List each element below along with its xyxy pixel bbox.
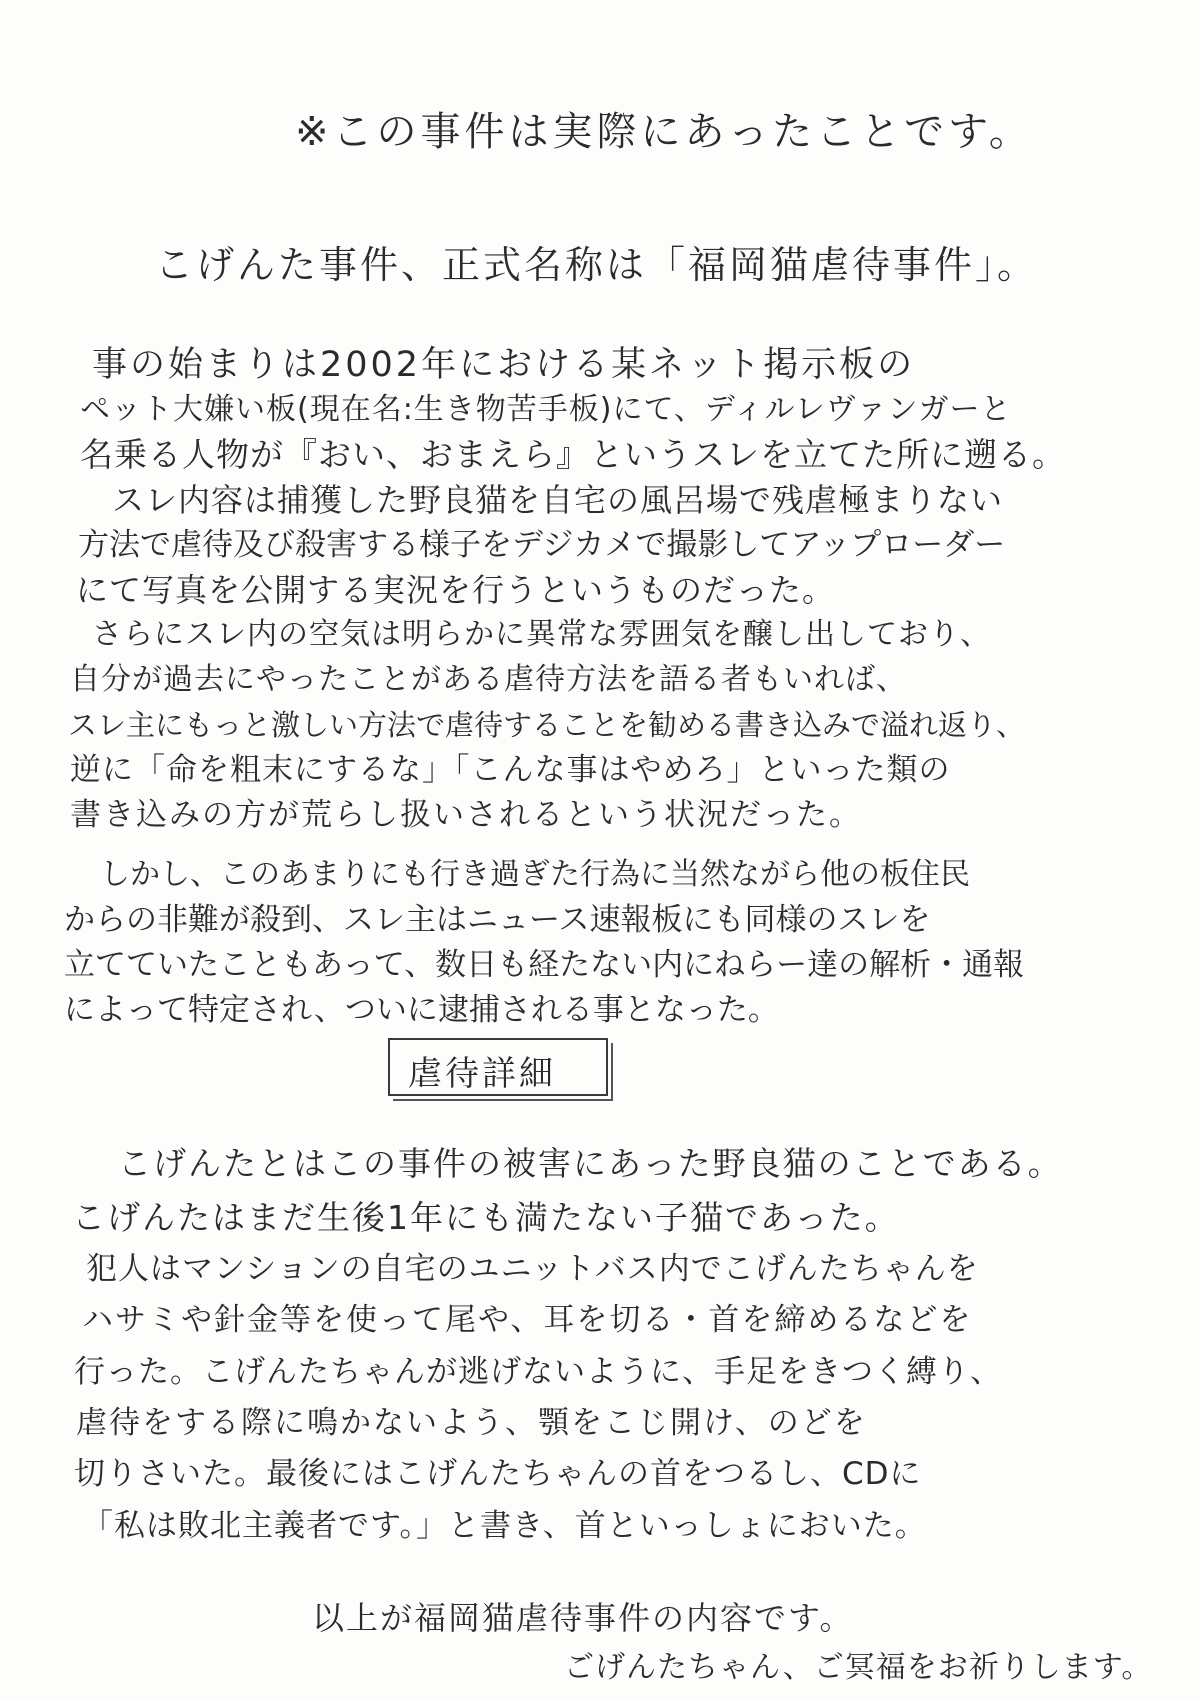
paragraph3-line-8: 「私は敗北主義者です。」と書き、首といっしょにおいた。 (82, 1508, 927, 1544)
paragraph3-line-3: 犯人はマンションの自宅のユニットバス内でこげんたちゃんを (86, 1251, 979, 1287)
closing-line-1: 以上が福岡猫虐待事件の内容です。 (312, 1599, 854, 1637)
section-title: 虐待詳細 (408, 1054, 556, 1094)
paragraph3-line-7: 切りさいた。最後にはこげんたちゃんの首をつるし、CDに (74, 1456, 922, 1492)
paragraph3-line-1: こげんたとはこの事件の被害にあった野良猫のことである。 (118, 1144, 1063, 1183)
paragraph3-line-4: ハサミや針金等を使って尾や、耳を切る・首を締めるなどを (82, 1302, 973, 1338)
paragraph1-line-8: 自分が過去にやったことがある虐待方法を語る者もいれば、 (70, 662, 907, 697)
paragraph2-line-2: からの非難が殺到、スレ主はニュース速報板にも同様のスレを (64, 902, 931, 938)
paragraph2-line-4: によって特定され、ついに逮捕される事となった。 (64, 992, 779, 1028)
paragraph3-line-6: 虐待をする際に鳴かないよう、顎をこじ開け、のどを (76, 1405, 867, 1441)
paragraph1-line-9: スレ主にもっと激しい方法で虐待することを勧める書き込みで溢れ返り、 (68, 708, 1026, 742)
paragraph3-line-5: 行った。こげんたちゃんが逃げないように、手足をきつく縛り、 (74, 1354, 1002, 1390)
paragraph1-line-3: 名乗る人物が『おい、おまえら』というスレを立てた所に遡る。 (80, 435, 1066, 474)
paragraph1-line-11: 書き込みの方が荒らし扱いされるという状況だった。 (70, 797, 862, 833)
paragraph1-line-5: 方法で虐待及び殺害する様子をデジカメで撮影してアップローダー (78, 527, 1006, 563)
paragraph1-line-10: 逆に「命を粗末にするな」「こんな事はやめろ」といった類の (70, 752, 951, 788)
paragraph1-line-4: スレ内容は捕獲した野良猫を自宅の風呂場で残虐極まりない (112, 481, 1004, 519)
paragraph2-line-3: 立てていたこともあって、数日も経たない内にねらー達の解析・通報 (64, 947, 1025, 983)
paragraph1-line-2: ペット大嫌い板(現在名:生き物苦手板)にて、ディルレヴァンガーと (80, 392, 1012, 427)
heading-line: こげんた事件、正式名称は「福岡猫虐待事件」。 (155, 243, 1039, 287)
paragraph3-line-2: こげんたはまだ生後1年にも満たない子猫であった。 (72, 1198, 900, 1237)
paragraph1-line-6: にて写真を公開する実況を行うというものだった。 (76, 571, 836, 609)
closing-line-2: ごげんたちゃん、ご冥福をお祈りします。 (564, 1650, 1153, 1685)
paragraph2-line-1: しかし、このあまりにも行き過ぎた行為に当然ながら他の板住民 (100, 857, 970, 892)
note-line: ※この事件は実際にあったことです。 (295, 109, 1033, 155)
paragraph1-line-1: 事の始まりは2002年における某ネット掲示板の (92, 345, 916, 385)
paragraph1-line-7: さらにスレ内の空気は明らかに異常な雰囲気を醸し出しており、 (92, 617, 991, 652)
